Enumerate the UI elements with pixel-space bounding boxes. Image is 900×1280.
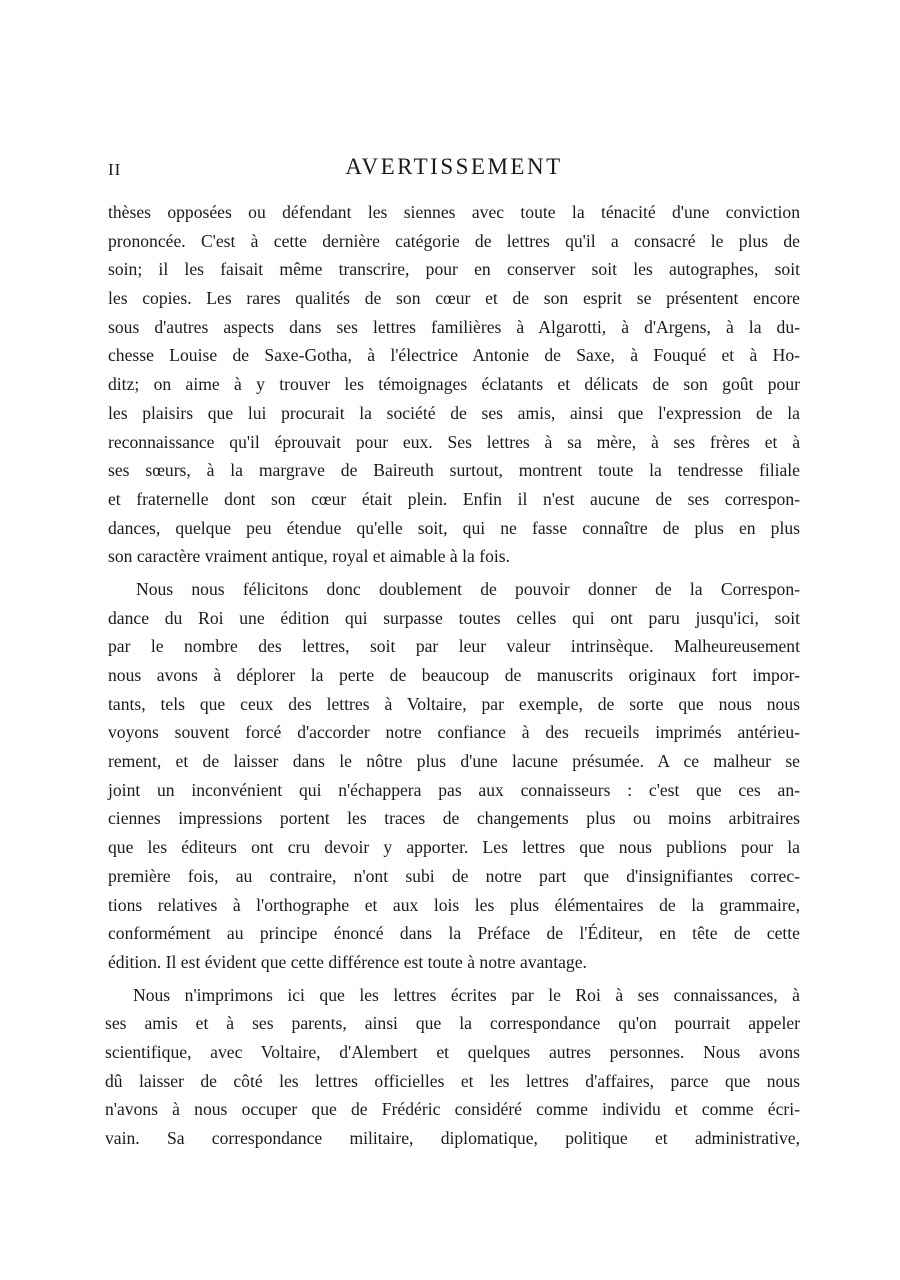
text-line: les copies. Les rares qualités de son cœur et de son esprit se présentent encore: [108, 288, 800, 309]
text-line: Nous nous félicitons donc doublement de pouvoir donner de la Correspon-: [136, 578, 800, 599]
text-line: et fraternelle dont son cœur était plein. Enfin il n'est aucune de ses correspon-: [108, 488, 800, 509]
page-number: II: [108, 160, 122, 179]
text-line: ses sœurs, à la margrave de Baireuth surtout, montrent toute la tendresse filiale: [108, 460, 800, 481]
text-line: n'avons à nous occuper que de Frédéric considéré comme individu et comme écri-: [105, 1099, 800, 1120]
text-line: que les éditeurs ont cru devoir y apporter. Les lettres que nous publions pour la: [108, 837, 800, 858]
paragraph-2: [108, 575, 800, 977]
text-line: dû laisser de côté les lettres officielles et les lettres d'affaires, parce que nous: [105, 1070, 800, 1091]
text-line: nous avons à déplorer la perte de beaucoup de manuscrits originaux fort impor-: [108, 665, 800, 685]
text-line: Nous n'imprimons ici que les lettres écrites par le Roi à ses connaissances, à: [133, 984, 800, 1005]
text-line: conformément au principe énoncé dans la Préface de l'Éditeur, en tête de cette: [108, 923, 800, 944]
text-line: édition. Il est évident que cette différence est toute à notre avantage.: [108, 951, 587, 972]
text-line: voyons souvent forcé d'accorder notre confiance à des recueils imprimés antérieu-: [108, 722, 800, 743]
page-header: [108, 154, 800, 184]
text-line: tions relatives à l'orthographe et aux lois les plus élémentaires de la grammaire,: [108, 894, 800, 915]
text-line: dance du Roi une édition qui surpasse toutes celles qui ont paru jusqu'ici, soit: [108, 607, 800, 628]
text-line: reconnaissance qu'il éprouvait pour eux. Ses lettres à sa mère, à ses frères et à: [108, 431, 800, 452]
text-line: par le nombre des lettres, soit par leur valeur intrinsèque. Malheureusement: [108, 636, 800, 657]
paragraph-1: [108, 198, 800, 571]
text-line: dances, quelque peu étendue qu'elle soit, qui ne fasse connaître de plus en plus: [108, 517, 800, 538]
text-line: son caractère vraiment antique, royal et aimable à la fois.: [108, 546, 511, 567]
page-title: AVERTISSEMENT: [345, 154, 563, 179]
text-line: chesse Louise de Saxe-Gotha, à l'électrice Antonie de Saxe, à Fouqué et à Ho-: [108, 345, 800, 366]
text-line: scientifique, avec Voltaire, d'Alembert et quelques autres personnes. Nous avons: [105, 1041, 800, 1062]
text-line: vain. Sa correspondance militaire, diplomatique, politique et administrative,: [105, 1128, 800, 1148]
text-line: rement, et de laisser dans le nôtre plus d'une lacune présumée. A ce malheur se: [108, 751, 800, 772]
text-line: thèses opposées ou défendant les siennes avec toute la ténacité d'une conviction: [108, 202, 800, 222]
text-line: soin; il les faisait même transcrire, pour en conserver soit les autographes, soit: [108, 259, 800, 280]
paragraph-3: [105, 981, 800, 1153]
text-line: sous d'autres aspects dans ses lettres familières à Algarotti, à d'Argens, à la du-: [108, 316, 800, 337]
text-line: ditz; on aime à y trouver les témoignages éclatants et délicats de son goût pour: [108, 374, 800, 395]
text-line: ses amis et à ses parents, ainsi que la correspondance qu'on pourrait appeler: [105, 1013, 800, 1034]
text-line: les plaisirs que lui procurait la société de ses amis, ainsi que l'expression de la: [108, 402, 800, 423]
text-line: tants, tels que ceux des lettres à Voltaire, par exemple, de sorte que nous nous: [108, 693, 800, 714]
text-line: joint un inconvénient qui n'échappera pas aux connaisseurs : c'est que ces an-: [108, 779, 800, 800]
body-text: [105, 198, 800, 1153]
text-line: première fois, au contraire, n'ont subi de notre part que d'insignifiantes correc-: [108, 865, 800, 886]
text-line: prononcée. C'est à cette dernière catégorie de lettres qu'il a consacré le plus de: [108, 230, 800, 251]
text-line: ciennes impressions portent les traces de changements plus ou moins arbitraires: [108, 808, 800, 829]
